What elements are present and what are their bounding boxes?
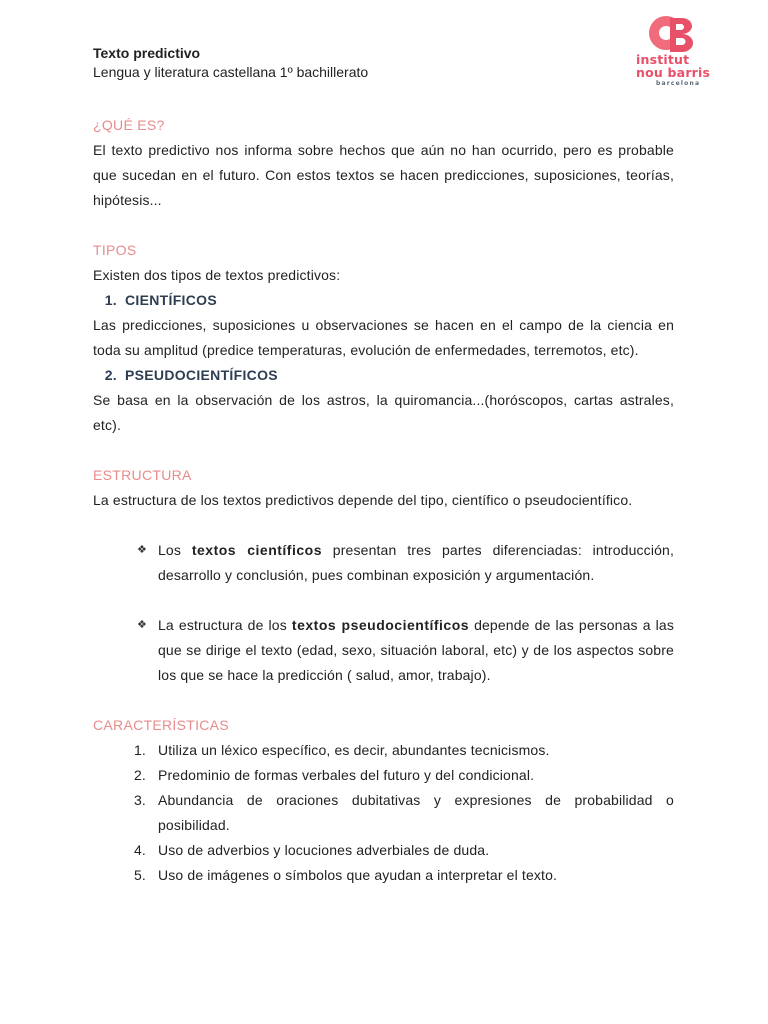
section-heading-tipos: TIPOS (93, 242, 137, 258)
logo-line-2: nou barris (636, 65, 711, 80)
item-text: Utiliza un léxico específico, es decir, abundantes tecnicismos. (158, 742, 550, 758)
section-heading-que-es: ¿QUÉ ES? (93, 117, 165, 133)
estructura-bullet-pseudocientificos (93, 613, 674, 688)
item-text: Abundancia de oraciones dubitativas y expresiones de probabilidad o posibilidad. (158, 792, 674, 833)
item-number: 1. (134, 742, 146, 758)
bullet-text-pre: Los (158, 542, 192, 558)
caracteristica-item (93, 738, 674, 763)
que-es-paragraph: El texto predictivo nos informa sobre hechos que aún no han ocurrido, pero es probable que sucedan en el futuro. Con estos textos se hacen predicciones, suposiciones, teorías, hipótesis... (93, 142, 674, 208)
item-text: Predominio de formas verbales del futuro y del condicional. (158, 767, 535, 783)
document-title: Texto predictivo (93, 45, 201, 61)
tipo-number: 1. (104, 292, 117, 308)
document-body (93, 40, 674, 888)
item-number: 4. (134, 842, 146, 858)
bullet-text-post: presentan tres partes diferenciadas: introducción, desarrollo y conclusión, pues combinan exposición y argumentación. (158, 542, 674, 583)
item-text: Uso de adverbios y locuciones adverbiales de duda. (158, 842, 490, 858)
section-heading-caracteristicas: CARACTERÍSTICAS (93, 717, 229, 733)
caracteristica-item (93, 788, 674, 838)
diamond-bullet-icon: ❖ (137, 619, 148, 631)
item-number: 3. (134, 792, 146, 808)
bullet-text-bold: textos pseudocientíficos (291, 617, 470, 633)
tipo-body-pseudocientificos: Se basa en la observación de los astros, la quiromancia...(horóscopos, cartas astrales, etc). (93, 392, 674, 433)
section-heading-estructura: ESTRUCTURA (93, 467, 192, 483)
estructura-intro: La estructura de los textos predictivos depende del tipo, científico o pseudocientífico. (93, 492, 633, 508)
caracteristica-item (93, 838, 674, 863)
item-number: 2. (134, 767, 146, 783)
document-subtitle: Lengua y literatura castellana 1º bachillerato (93, 64, 369, 80)
logo-city: barcelona (656, 80, 701, 87)
caracteristica-item (93, 763, 674, 788)
estructura-bullet-cientificos (93, 538, 674, 588)
logo-line-1: institut (636, 52, 690, 67)
bullet-text-pre: La estructura de los (158, 617, 292, 633)
tipo-title: PSEUDOCIENTÍFICOS (125, 367, 278, 383)
item-number: 5. (134, 867, 146, 883)
tipo-heading-pseudocientificos (93, 363, 674, 388)
tipos-intro: Existen dos tipos de textos predictivos: (93, 267, 341, 283)
tipo-title: CIENTÍFICOS (125, 292, 217, 308)
bullet-text-post: depende de las personas a las que se dirige el texto (edad, sexo, situación laboral, etc) y de los aspectos sobre los que se hace la predicción ( salud, amor, trabajo). (158, 617, 674, 683)
item-text: Uso de imágenes o símbolos que ayudan a interpretar el texto. (158, 867, 558, 883)
tipo-heading-cientificos (93, 288, 674, 313)
tipo-number: 2. (104, 367, 117, 383)
caracteristica-item (93, 863, 674, 888)
bullet-text-bold: textos científicos (191, 542, 322, 558)
tipo-body-cientificos: Las predicciones, suposiciones u observaciones se hacen en el campo de la ciencia en toda su amplitud (predice temperaturas, evolución de enfermedades, terremotos, etc). (93, 317, 674, 358)
diamond-bullet-icon: ❖ (137, 544, 148, 556)
